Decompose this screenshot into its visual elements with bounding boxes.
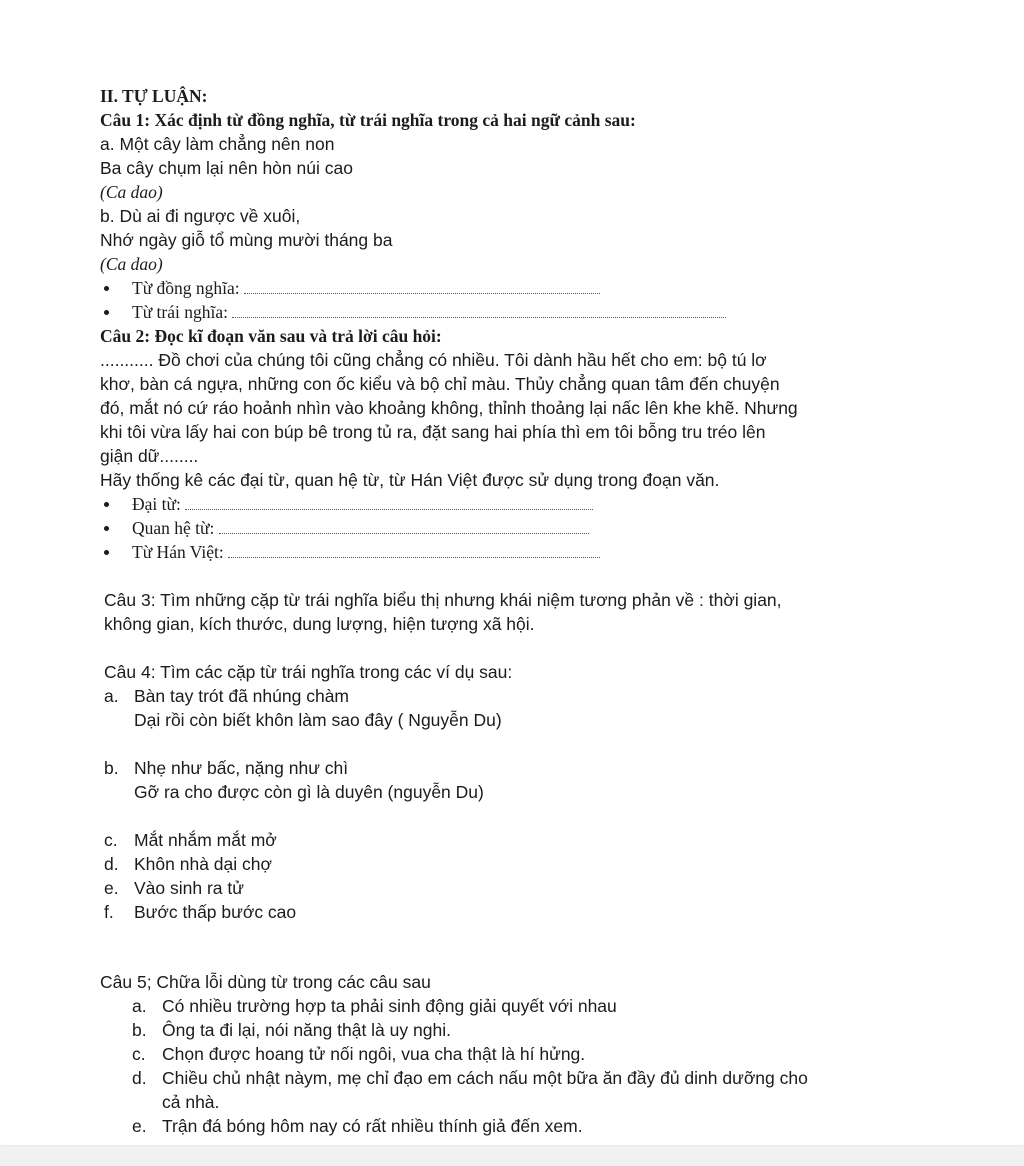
q4-item-c-text: Mắt nhắm mắt mở	[134, 830, 277, 850]
q2-passage-line2: khơ, bàn cá ngựa, những con ốc kiểu và bộ chỉ màu. Thủy chẳng quan tâm đến chuyện	[100, 374, 780, 394]
q1-antonym-bullet	[100, 300, 940, 324]
q2-pronoun-label: Đại từ:	[132, 494, 181, 514]
q5-item-b-text: Ông ta đi lại, nói năng thật là uy nghi.	[162, 1020, 451, 1040]
q5-item-e-mark: e.	[132, 1116, 147, 1136]
q2-pronoun-bullet	[100, 492, 940, 516]
q1-antonym-label: Từ trái nghĩa:	[132, 302, 228, 322]
q2-relation-bullet	[100, 516, 940, 540]
q2-passage-line4: khi tôi vừa lấy hai con búp bê trong tủ ra, đặt sang hai phía thì em tôi bỗng tru tréo lên	[100, 422, 766, 442]
q5-item-b	[100, 1018, 940, 1042]
q1-antonym-answer-line	[232, 305, 726, 318]
q2-sino-label: Từ Hán Việt:	[132, 542, 224, 562]
q4-item-d-mark: d.	[104, 854, 119, 874]
q1-b-line1: b. Dù ai đi ngược về xuôi,	[100, 206, 301, 226]
q2-title: Câu 2: Đọc kĩ đoạn văn sau và trả lời câu hỏi:	[100, 326, 442, 346]
q1-synonym-bullet	[100, 276, 940, 300]
q4-item-b-mark: b.	[104, 758, 119, 778]
q5-item-e-text: Trận đá bóng hôm nay có rất nhiều thính giả đến xem.	[162, 1116, 583, 1136]
q4-title: Câu 4: Tìm các cặp từ trái nghĩa trong các ví dụ sau:	[104, 662, 513, 682]
q5-item-c-text: Chọn được hoang tử nối ngôi, vua cha thật là hí hửng.	[162, 1044, 586, 1064]
q4-item-a-line1: Bàn tay trót đã nhúng chàm	[134, 686, 349, 706]
q4-item-a-line2: Dại rồi còn biết khôn làm sao đây ( Nguyễn Du)	[134, 710, 502, 730]
q5-item-c-mark: c.	[132, 1044, 146, 1064]
q5-item-d-mark: d.	[132, 1068, 147, 1088]
q4-item-c-mark: c.	[104, 830, 118, 850]
q2-relation-answer-line	[219, 521, 589, 534]
q4-item-b-line2: Gỡ ra cho được còn gì là duyên (nguyễn Du)	[134, 782, 484, 802]
q2-sino-answer-line	[228, 545, 600, 558]
q4-item-e-text: Vào sinh ra tử	[134, 878, 244, 898]
q4-item-d	[100, 852, 940, 876]
q2-sino-bullet	[100, 540, 940, 564]
q2-pronoun-answer-line	[185, 497, 593, 510]
q4-item-f-text: Bước thấp bước cao	[134, 902, 297, 922]
q5-item-a-text: Có nhiều trường hợp ta phải sinh động giải quyết với nhau	[162, 996, 617, 1016]
q1-synonym-label: Từ đồng nghĩa:	[132, 278, 240, 298]
q5-item-c	[100, 1042, 940, 1066]
document-body	[100, 84, 940, 1138]
q1-title: Câu 1: Xác định từ đồng nghĩa, từ trái nghĩa trong cả hai ngữ cảnh sau:	[100, 110, 636, 130]
q3-line2: không gian, kích thước, dung lượng, hiện tượng xã hội.	[104, 614, 535, 634]
q1-b-source: (Ca dao)	[100, 254, 163, 274]
q4-item-a-mark: a.	[104, 686, 119, 706]
q1-b-line2: Nhớ ngày giỗ tổ mùng mười tháng ba	[100, 230, 393, 250]
q4-item-e-mark: e.	[104, 878, 119, 898]
q4-item-d-text: Khôn nhà dại chợ	[134, 854, 272, 874]
q4-item-a	[100, 684, 940, 708]
q5-item-a-mark: a.	[132, 996, 147, 1016]
q5-item-e	[100, 1114, 940, 1138]
q4-item-f-mark: f.	[104, 902, 114, 922]
q5-item-d-text: Chiều chủ nhật nàym, mẹ chỉ đạo em cách nấu một bữa ăn đầy đủ dinh dưỡng cho	[162, 1068, 808, 1088]
q4-item-b-line1: Nhẹ như bấc, nặng như chì	[134, 758, 349, 778]
q5-item-d	[100, 1066, 940, 1090]
q5-item-d-text-cont: cả nhà.	[162, 1092, 220, 1112]
q2-passage-line1: ........... Đồ chơi của chúng tôi cũng chẳng có nhiều. Tôi dành hầu hết cho em: bộ tú lơ	[100, 350, 767, 370]
q5-item-a	[100, 994, 940, 1018]
q5-title: Câu 5; Chữa lỗi dùng từ trong các câu sau	[100, 972, 431, 992]
q2-passage-line5: giận dữ........	[100, 446, 199, 466]
q4-item-c	[100, 828, 940, 852]
section-title: II. TỰ LUẬN:	[100, 86, 208, 106]
q1-synonym-answer-line	[244, 281, 600, 294]
q4-item-e	[100, 876, 940, 900]
q2-passage-line3: đó, mắt nó cứ ráo hoảnh nhìn vào khoảng không, thỉnh thoảng lại nấc lên khe khẽ. Nhưng	[100, 398, 798, 418]
q3-line1: Câu 3: Tìm những cặp từ trái nghĩa biểu thị nhưng khái niệm tương phản về : thời gian,	[104, 590, 782, 610]
q1-a-line2: Ba cây chụm lại nên hòn núi cao	[100, 158, 353, 178]
q2-instruction: Hãy thống kê các đại từ, quan hệ từ, từ Hán Việt được sử dụng trong đoạn văn.	[100, 470, 720, 490]
q4-item-b	[100, 756, 940, 780]
q2-relation-label: Quan hệ từ:	[132, 518, 215, 538]
q4-item-f	[100, 900, 940, 924]
q5-item-b-mark: b.	[132, 1020, 147, 1040]
q1-a-source: (Ca dao)	[100, 182, 163, 202]
q1-a-line1: a. Một cây làm chẳng nên non	[100, 134, 335, 154]
